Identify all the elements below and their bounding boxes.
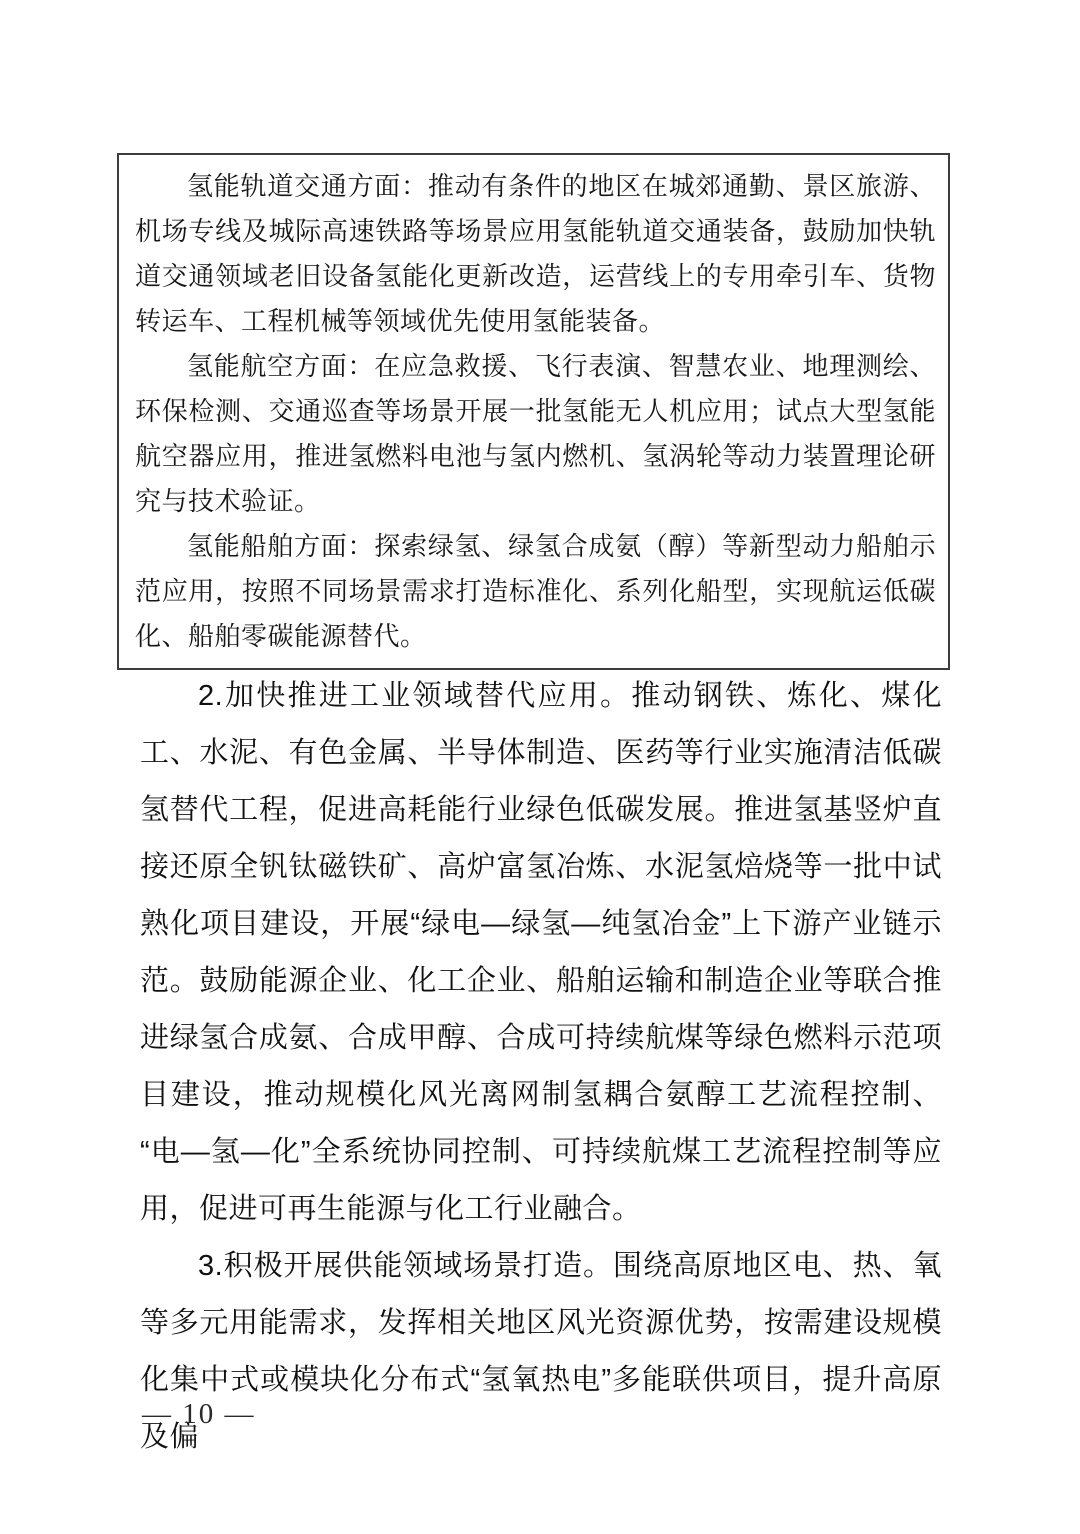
- body-paragraph-industry: 2.加快推进工业领域替代应用。推动钢铁、炼化、煤化工、水泥、有色金属、半导体制造、医药等行业实施清洁低碳氢替代工程，促进高耗能行业绿色低碳发展。推进氢基竖炉直接还原全钒钛磁铁矿、高炉富氢冶炼、水泥氢焙烧等一批中试熟化项目建设，开展“绿电—绿氢—纯氢冶金”上下游产业链示范。鼓励能源企业、化工企业、船舶运输和制造企业等联合推进绿氢合成氨、合成甲醇、合成可持续航煤等绿色燃料示范项目建设，推动规模化风光离网制氢耦合氨醇工艺流程控制、“电—氢—化”全系统协同控制、可持续航煤工艺流程控制等应用，促进可再生能源与化工行业融合。: [140, 680, 942, 1225]
- body-text-block: [140, 668, 942, 1466]
- boxed-paragraph-ships: 氢能船舶方面：探索绿氢、绿氢合成氨（醇）等新型动力船舶示范应用，按照不同场景需求打造标准化、系列化船型，实现航运低碳化、船舶零碳能源替代。: [135, 531, 936, 651]
- page-number: — 10 —: [142, 1398, 256, 1430]
- boxed-paragraph-rail-transit: 氢能轨道交通方面：推动有条件的地区在城郊通勤、景区旅游、机场专线及城际高速铁路等场景应用氢能轨道交通装备，鼓励加快轨道交通领域老旧设备氢能化更新改造，运营线上的专用牵引车、货物转运车、工程机械等领域优先使用氢能装备。: [135, 171, 936, 336]
- boxed-paragraph-aviation: 氢能航空方面：在应急救援、飞行表演、智慧农业、地理测绘、环保检测、交通巡查等场景开展一批氢能无人机应用；试点大型氢能航空器应用，推进氢燃料电池与氢内燃机、氢涡轮等动力装置理论研究与技术验证。: [135, 351, 936, 516]
- body-paragraph-energy-supply: 3.积极开展供能领域场景打造。围绕高原地区电、热、氧等多元用能需求，发挥相关地区风光资源优势，按需建设规模化集中式或模块化分布式“氢氧热电”多能联供项目，提升高原及偏: [140, 1250, 942, 1453]
- boxed-callout-section: [117, 153, 950, 670]
